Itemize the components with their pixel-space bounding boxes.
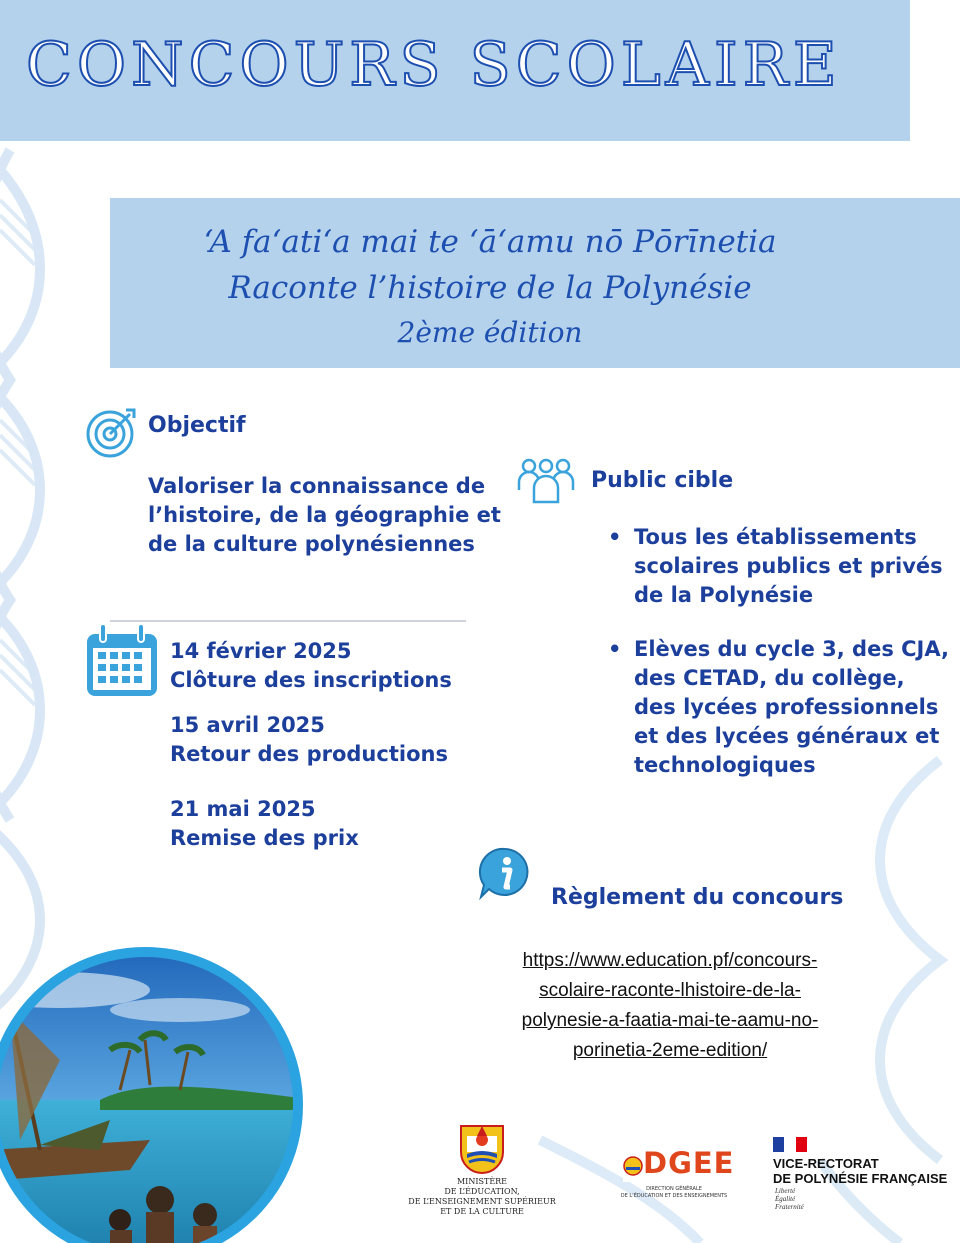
list-item-line: • Elèves du cycle 3, des CJA, (634, 637, 949, 661)
objectif-heading: Objectif (148, 413, 246, 438)
vr-line: VICE-RECTORAT (773, 1156, 879, 1171)
link-line[interactable]: https://www.education.pf/concours- (522, 950, 818, 971)
list-item-line: scolaires publics et privés (634, 554, 943, 578)
date-label: Clôture des inscriptions (170, 668, 452, 692)
vr-motto-line: Liberté (775, 1187, 796, 1195)
subtitle-french: Raconte l’histoire de la Polynésie (228, 270, 752, 306)
vr-line: DE POLYNÉSIE FRANÇAISE (773, 1171, 948, 1186)
date-label: Remise des prix (170, 826, 359, 850)
link-line[interactable]: polynesie-a-faatia-mai-te-aamu-no- (521, 1010, 819, 1031)
people-icon (516, 456, 576, 504)
calendar-icon (84, 622, 160, 698)
date-item (170, 637, 452, 695)
list-item-line: et des lycées généraux et (634, 724, 940, 748)
dgee-text (610, 1186, 738, 1200)
date-label: Retour des productions (170, 742, 448, 766)
date-value: 21 mai 2025 (170, 797, 316, 821)
ministere-logo (455, 1122, 509, 1174)
date-item (170, 711, 448, 769)
reglement-heading: Règlement du concours (551, 885, 844, 910)
subtitle-tahitian: ʻA faʻatiʻa mai te ʻāʻamu nō Pōrīnetia (203, 224, 777, 260)
page-title: CONCOURS SCOLAIRE (26, 30, 842, 100)
info-icon (478, 846, 532, 900)
list-item-line: des CETAD, du collège, (634, 666, 905, 690)
vice-rectorat-text (773, 1156, 947, 1186)
dgee-logo (623, 1146, 735, 1182)
date-item (170, 795, 359, 853)
list-item-line: des lycées professionnels (634, 695, 939, 719)
dgee-line: DE L’ÉDUCATION ET DES ENSEIGNEMENTS (620, 1193, 728, 1199)
vr-motto-line: Fraternité (775, 1203, 804, 1211)
list-item (592, 635, 949, 780)
public-heading: Public cible (591, 468, 734, 493)
dgee-line: DIRECTION GÉNÉRALE (646, 1186, 702, 1192)
link-line[interactable]: scolaire-raconte-lhistoire-de-la- (539, 980, 801, 1001)
subtitle-banner (110, 198, 960, 368)
dgee-name: DGEE (643, 1146, 735, 1180)
objectif-text (148, 472, 501, 559)
objectif-line: Valoriser la connaissance de (148, 474, 486, 498)
ministere-line: DE L’ÉDUCATION, (444, 1187, 520, 1196)
public-list (592, 523, 949, 805)
list-item-line: de la Polynésie (634, 583, 814, 607)
list-item-line: • Tous les établissements (634, 525, 917, 549)
vr-motto-line: Égalité (775, 1195, 796, 1203)
date-value: 15 avril 2025 (170, 713, 325, 737)
objectif-line: l’histoire, de la géographie et (148, 503, 501, 527)
date-value: 14 février 2025 (170, 639, 352, 663)
ministere-text (400, 1177, 564, 1217)
target-icon (84, 404, 140, 460)
title-banner (0, 0, 910, 141)
vr-motto (775, 1187, 804, 1211)
dgee-emblem-icon (623, 1156, 643, 1176)
ministere-line: MINISTÈRE (456, 1177, 508, 1186)
ministere-line: DE L’ENSEIGNEMENT SUPÉRIEUR (408, 1197, 556, 1206)
list-item (592, 523, 949, 610)
republic-flag-icon (773, 1137, 807, 1152)
link-line[interactable]: porinetia-2eme-edition/ (572, 1040, 768, 1061)
subtitle-edition: 2ème édition (397, 316, 583, 349)
reglement-link[interactable] (470, 946, 870, 1066)
list-item-line: technologiques (634, 753, 816, 777)
ministere-line: ET DE LA CULTURE (440, 1207, 524, 1216)
objectif-line: de la culture polynésiennes (148, 532, 475, 556)
